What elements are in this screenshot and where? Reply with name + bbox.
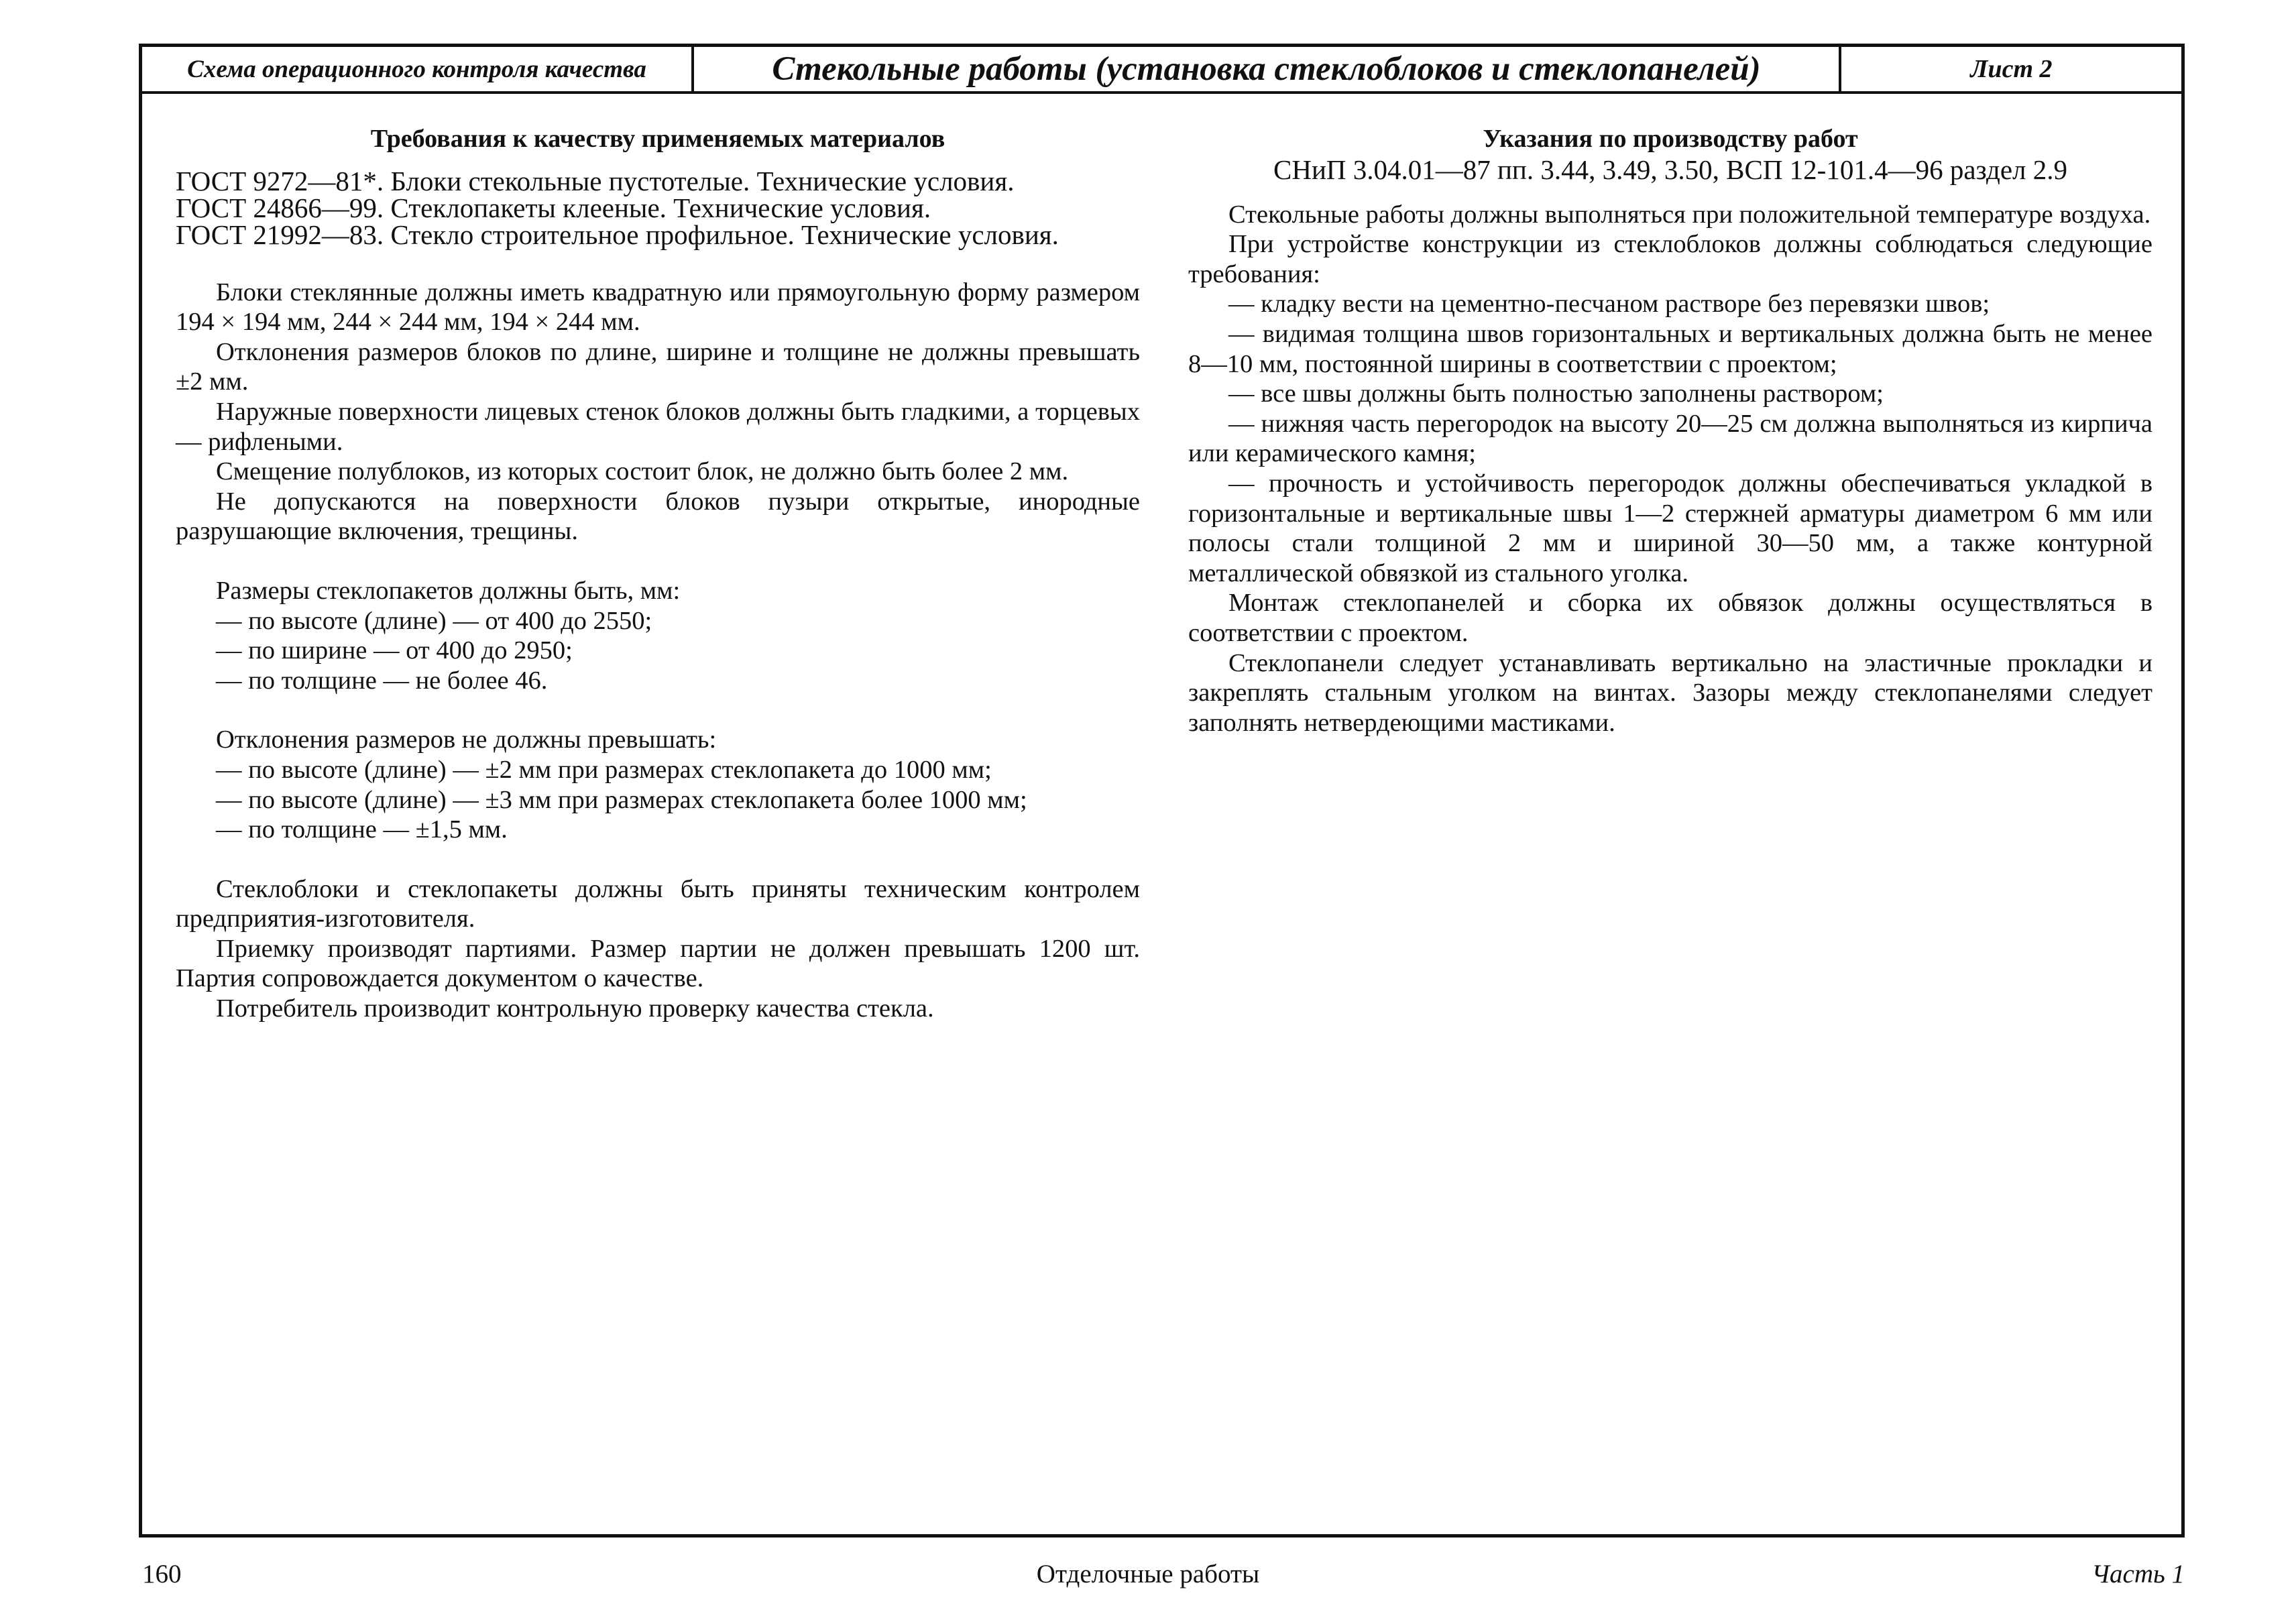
footer-section-name: Отделочные работы <box>1036 1560 1260 1588</box>
header-sheet-number: Лист 2 <box>1970 55 2053 83</box>
deviations-intro: Отклонения размеров не должны превышать: <box>216 726 717 754</box>
gost-item: ГОСТ 24866—99. Стеклопакеты клееные. Технические условия. <box>176 192 931 223</box>
requirement-item: — видимая толщина швов горизонтальных и вертикальных должна быть не менее 8—10 мм, постоянной ширины в соответствии с проектом; <box>1188 319 2152 378</box>
work-instructions-column <box>1188 124 2152 738</box>
paragraph: Потребитель производит контрольную проверку качества стекла. <box>216 994 934 1023</box>
paragraph: При устройстве конструкции из стеклоблоков должны соблюдаться следующие требования: <box>1188 230 2152 288</box>
size-item: — по толщине — не более 46. <box>216 666 548 695</box>
paragraph: Наружные поверхности лицевых стенок блоков должны быть гладкими, а торцевых — рифлеными. <box>176 397 1140 456</box>
gost-item: ГОСТ 21992—83. Стекло строительное профильное. Технические условия. <box>176 219 1059 250</box>
requirement-item: — нижняя часть перегородок на высоту 20—25 см должна выполняться из кирпича или керамического камня; <box>1188 409 2152 468</box>
paragraph: Стеклоблоки и стеклопакеты должны быть приняты техническим контролем предприятия-изготовителя. <box>176 874 1140 933</box>
page-number: 160 <box>142 1560 182 1588</box>
deviation-item: — по высоте (длине) — ±3 мм при размерах стеклопакета более 1000 мм; <box>216 785 1027 814</box>
instructions-section-title: Указания по производству работ <box>1483 125 1858 153</box>
page-frame <box>139 44 2185 1538</box>
materials-section-title: Требования к качеству применяемых материалов <box>370 125 945 153</box>
deviation-item: — по толщине — ±1,5 мм. <box>216 815 508 844</box>
requirement-item: — все швы должны быть полностью заполнены раствором; <box>1228 380 1884 408</box>
paragraph: Смещение полублоков, из которых состоит блок, не должно быть более 2 мм. <box>216 457 1069 486</box>
gost-item: ГОСТ 9272—81*. Блоки стекольные пустотелые. Технические условия. <box>176 165 1015 196</box>
gost-list <box>176 165 1140 250</box>
paragraph: Приемку производят партиями. Размер партии не должен превышать 1200 шт. Партия сопровождается документом о качестве. <box>176 934 1140 993</box>
header-scheme-label: Схема операционного контроля качества <box>142 47 694 91</box>
norms-reference: СНиП 3.04.01—87 пп. 3.44, 3.49, 3.50, ВСП 12-101.4—96 раздел 2.9 <box>1273 154 2067 185</box>
header-title: Стекольные работы (установка стеклоблоков и стеклопанелей) <box>694 47 1841 91</box>
header-table <box>142 47 2181 94</box>
size-item: — по ширине — от 400 до 2950; <box>216 636 573 665</box>
paragraph: Монтаж стеклопанелей и сборка их обвязок должны осуществляться в соответствии с проектом. <box>1188 589 2152 647</box>
size-item: — по высоте (длине) — от 400 до 2550; <box>216 606 652 635</box>
paragraph: Стеклопанели следует устанавливать вертикально на эластичные прокладки и закреплять стальным уголком на винтах. Зазоры между стеклопанелями следует заполнять нетвердеющими мастиками. <box>1188 648 2152 737</box>
materials-requirements-column <box>176 124 1140 1024</box>
footer-part-label: Часть 1 <box>2091 1560 2185 1588</box>
paragraph: Стекольные работы должны выполняться при положительной температуре воздуха. <box>1228 200 2151 229</box>
sizes-intro: Размеры стеклопакетов должны быть, мм: <box>216 576 681 605</box>
paragraph: Не допускаются на поверхности блоков пузыри открытые, инородные разрушающие включения, трещины. <box>176 487 1140 546</box>
requirement-item: — кладку вести на цементно-песчаном растворе без перевязки швов; <box>1228 290 1990 318</box>
deviation-item: — по высоте (длине) — ±2 мм при размерах стеклопакета до 1000 мм; <box>216 755 992 784</box>
paragraph: Отклонения размеров блоков по длине, ширине и толщине не должны превышать ±2 мм. <box>176 337 1140 396</box>
requirement-item: — прочность и устойчивость перегородок должны обеспечиваться укладкой в горизонтальные и вертикальные швы 1—2 стержней арматуры диаметром 6 мм или полосы стали толщиной 2 мм и шириной 30—50 мм, а также контурной металлической обвязкой из стального уголка. <box>1188 469 2152 587</box>
paragraph: Блоки стеклянные должны иметь квадратную или прямоугольную форму размером 194 × 194 мм, 244 × 244 мм, 194 × 244 мм. <box>176 278 1140 337</box>
